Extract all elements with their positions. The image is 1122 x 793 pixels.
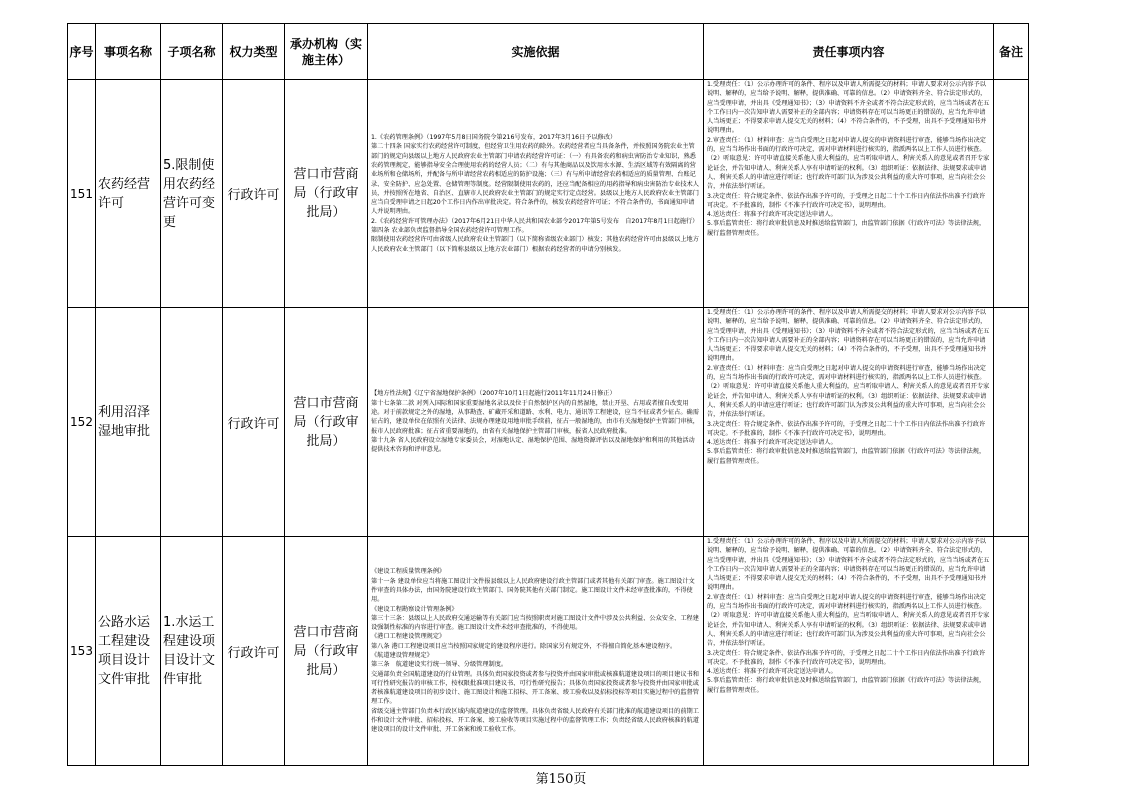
- row-power-type: 行政许可: [223, 537, 285, 766]
- permission-table: [67, 23, 1029, 766]
- row-remark: [994, 80, 1029, 308]
- basis-paragraph: 第十九条 省人民政府设立湿地专家委员会，对湿地认定、湿地保护范围、湿地资源评估以及湿地保护和利用的其他活动提供技术咨询和评审意见。: [371, 436, 695, 454]
- row-no: 152: [68, 308, 96, 537]
- header-duty: 责任事项内容: [704, 24, 994, 80]
- basis-paragraph: 第十七条第二款 对列入国际和国家重要湿地名录以及位于自然保护区内的自然湿地，禁止开垦、占用或者擅自改变用途。对于前款规定之外的湿地，从事勘查、矿藏开采和道路、水利、电力、通讯等工程建设，应当不征或者少征占。确需征占的，建设单位在依照有关法律、法规办理建设用地审批手续前，征占一般湿地的，由市有关湿地保护主管部门审核，报市人民政府批准；征占省重要湿地的，由省有关湿地保护主管部门审核，报省人民政府批准。: [371, 399, 699, 435]
- duty-paragraph: 4.送达责任：将准予行政许可决定送达申请人。: [707, 211, 837, 219]
- duty-paragraph: 4.送达责任：将准予行政许可决定送达申请人。: [707, 668, 837, 676]
- row-basis: [368, 537, 704, 766]
- duty-paragraph: 5.事后监管责任：将行政审批信息及时推送给监管部门，由监管部门依据《行政许可法》等法律法规，履行监督管理责任。: [707, 220, 986, 237]
- header-no: 序号: [68, 24, 96, 80]
- basis-paragraph: 省级交通主管部门负责本行政区域内航道建设的监督管理。具体负责省级人民政府有关部门批准的航道建设项目的前期工作和设计文件审批、招标投标、开工备案、竣工验收等项目实施过程中的监督管理工作；负责经省级人民政府核准的航道建设项目的设计文件审批、开工备案和竣工验收工作。: [371, 707, 699, 734]
- row-no: 153: [68, 537, 96, 766]
- duty-paragraph: 3.决定责任：符合规定条件、依法作出准予许可的，于受理之日起二十个工作日内依法作出准予行政许可决定。不予批准的，制作《不准予行政许可决定书》，说明理由。: [707, 420, 986, 437]
- row-org: 营口市营商局（行政审批局）: [285, 537, 368, 766]
- header-subitem-name: 子项名称: [161, 24, 223, 80]
- header-remark: 备注: [994, 24, 1029, 80]
- row-remark: [994, 537, 1029, 766]
- basis-paragraph: 第八条 港口工程建设项目应当按照国家规定的建设程序进行。除国家另有规定外，不得擅自简化基本建设程序。: [371, 642, 677, 650]
- basis-paragraph: 第二十四条 国家实行农药经营许可制度，但经营卫生用农药的除外。农药经营者应当具备条件，并按照国务院农业主管部门的规定向县级以上地方人民政府农业主管部门申请农药经营许可证：（一）有具备农药和病虫害防治专业知识，熟悉农药管理规定，能够指导安全合理使用农药的经营人员；（二）有与其他商品以及饮用水水源、生活区域等有效隔离的营业场所和仓储场所，并配备与所申请经营农药相适应的防护设施；（三）有与所申请经营农药相适应的质量管理、台账记录、安全防护、应急处置、仓储管理等制度。经营限制使用农药的，还应当配备相应的用药指导和病虫害防治专业技术人员，并按照所在地省、自治区、直辖市人民政府农业主管部门的规定实行定点经营。县级以上地方人民政府农业主管部门应当自受理申请之日起20个工作日内作出审批决定。符合条件的，核发农药经营许可证；不符合条件的，书面通知申请人并说明理由。: [371, 143, 699, 216]
- row-no: 151: [68, 80, 96, 308]
- duty-paragraph: 5.事后监管责任：将行政审批信息及时推送给监管部门，由监管部门依据《行政许可法》等法律法规，履行监督管理责任。: [707, 448, 986, 465]
- row-basis: [368, 80, 704, 308]
- duty-paragraph: 1.受理责任：（1）公示办理许可的条件、程序以及申请人所需提交的材料；申请人要求对公示内容予以说明、解释的，应当给予说明、解释，提供准确、可靠的信息。（2）申请资料齐全、符合法定形式的，应当受理申请，并出具《受理通知书》；（3）申请资料不齐全或者不符合法定形式的，应当当场或者在五个工作日内一次告知申请人需要补正的全部内容；申请资料存在可以当场更正的错误的，应当允许申请人当场更正；不得要求申请人提交无关的材料；（4）不符合条件的，不予受理，出具不予受理通知书并说明理由。: [707, 81, 990, 135]
- table-row: [68, 537, 1029, 766]
- row-item-name: 农药经营许可: [96, 80, 161, 308]
- table-row: [68, 80, 1029, 308]
- row-basis: [368, 308, 704, 537]
- page-number: 第150页: [535, 772, 587, 787]
- row-remark: [994, 308, 1029, 537]
- basis-paragraph: 《建设工程质量管理条例》: [371, 568, 446, 576]
- basis-paragraph: 《港口工程建设管理规定》: [371, 633, 446, 641]
- duty-paragraph: 2.审查责任：（1）材料审查：应当自受理之日起对申请人提交的申请资料进行审查，能够当场作出决定的，应当当场作出书面的行政许可决定，需对申请材料进行核实的，指派两名以上工作人员进行核查。（2）听取意见：许可申请直接关系他人重大利益的，应当听取申请人、利害关系人的意见或者召开专家论证会，并告知申请人、利害关系人享有申请听证的权利。（3）组织听证：依据法律、法规要求或申请人、利害关系人的申请应进行听证；也行政许可部门认为涉及公共利益的重大许可事项，应当向社会公告，并依法举行听证。: [707, 593, 990, 648]
- row-subitem-name: 5.限制使用农药经营许可变更: [161, 80, 223, 308]
- header-item-name: 事项名称: [96, 24, 161, 80]
- row-subitem-name: 1.水运工程建设项目设计文件审批: [161, 537, 223, 766]
- basis-paragraph: 第三十三条：县级以上人民政府交通运输等有关部门应当按照职责对施工图设计文件中涉及公共利益、公众安全、工程建设强制性标准的内容进行审查。施工图设计文件未经审查批准的，不得使用。: [371, 614, 699, 632]
- row-power-type: 行政许可: [223, 80, 285, 308]
- duty-paragraph: 2.审查责任：（1）材料审查：应当自受理之日起对申请人提交的申请资料进行审查，能够当场作出决定的，应当当场作出书面的行政许可决定，需对申请材料进行核实的，指派两名以上工作人员进行核查。（2）听取意见：许可申请直接关系他人重大利益的，应当听取申请人、利害关系人的意见或者召开专家论证会，并告知申请人、利害关系人享有申请听证的权利。（3）组织听证：依据法律、法规要求或申请人、利害关系人的申请应进行听证；也行政许可部门认为涉及公共利益的重大许可事项，应当向社会公告，并依法举行听证。: [707, 136, 990, 191]
- duty-paragraph: 2.审查责任：（1）材料审查：应当自受理之日起对申请人提交的申请资料进行审查，能够当场作出决定的，应当当场作出书面的行政许可决定，需对申请材料进行核实的，指派两名以上工作人员进行核查。（2）听取意见：许可申请直接关系他人重大利益的，应当听取申请人、利害关系人的意见或者召开专家论证会，并告知申请人、利害关系人享有申请听证的权利。（3）组织听证：依据法律、法规要求或申请人、利害关系人的申请应进行听证；也行政许可部门认为涉及公共利益的重大许可事项，应当向社会公告，并依法举行听证。: [707, 364, 990, 419]
- basis-paragraph: 2.《农药经营许可管理办法》（2017年6月21日中华人民共和国农业部令2017年第5号发布 自2017年8月1日起施行）: [371, 217, 699, 225]
- row-duty: [704, 308, 994, 537]
- row-org: 营口市营商局（行政审批局）: [285, 80, 368, 308]
- header-basis: 实施依据: [368, 24, 704, 80]
- header-org: 承办机构（实施主体）: [285, 24, 368, 80]
- row-item-name: 公路水运工程建设项目设计文件审批: [96, 537, 161, 766]
- basis-paragraph: 《建设工程勘察设计管理条例》: [371, 605, 458, 613]
- row-duty: [704, 80, 994, 308]
- header-power-type: 权力类型: [223, 24, 285, 80]
- basis-paragraph: 1.《农药管理条例》（1997年5月8日国务院令第216号发布，2017年3月16日予以修改）: [371, 134, 617, 142]
- row-item-name: 利用沼泽湿地审批: [96, 308, 161, 537]
- row-subitem-name: [161, 308, 223, 537]
- row-org: 营口市营商局（行政审批局）: [285, 308, 368, 537]
- basis-paragraph: 《航道建设管理规定》: [371, 652, 433, 659]
- duty-paragraph: 1.受理责任：（1）公示办理许可的条件、程序以及申请人所需提交的材料；申请人要求对公示内容予以说明、解释的，应当给予说明、解释，提供准确、可靠的信息。（2）申请资料齐全、符合法定形式的，应当受理申请，并出具《受理通知书》；（3）申请资料不齐全或者不符合法定形式的，应当当场或者在五个工作日内一次告知申请人需要补正的全部内容；申请资料存在可以当场更正的错误的，应当允许申请人当场更正；不得要求申请人提交无关的材料；（4）不符合条件的，不予受理，出具不予受理通知书并说明理由。: [707, 309, 990, 363]
- duty-paragraph: 3.决定责任：符合规定条件、依法作出准予许可的，于受理之日起二十个工作日内依法作出准予行政许可决定。不予批准的，制作《不准予行政许可决定书》，说明理由。: [707, 649, 986, 666]
- duty-paragraph: 5.事后监管责任：将行政审批信息及时推送给监管部门，由监管部门依据《行政许可法》等法律法规，履行监督管理责任。: [707, 677, 986, 694]
- basis-paragraph: 限制使用农药经营许可由省级人民政府农业主管部门（以下简称省级农业部门）核发；其他农药经营许可由县级以上地方人民政府农业主管部门（以下简称县级以上地方农业部门）根据农药经营者的申请分别核发。: [371, 236, 699, 253]
- duty-paragraph: 4.送达责任：将准予行政许可决定送达申请人。: [707, 439, 837, 447]
- duty-paragraph: 3.决定责任：符合规定条件、依法作出准予许可的，于受理之日起二十个工作日内依法作出准予行政许可决定。不予批准的，制作《不准予行政许可决定书》，说明理由。: [707, 192, 986, 209]
- duty-paragraph: 1.受理责任：（1）公示办理许可的条件、程序以及申请人所需提交的材料；申请人要求对公示内容予以说明、解释的，应当给予说明、解释，提供准确、可靠的信息。（2）申请资料齐全、符合法定形式的，应当受理申请，并出具《受理通知书》；（3）申请资料不齐全或者不符合法定形式的，应当当场或者在五个工作日内一次告知申请人需要补正的全部内容；申请资料存在可以当场更正的错误的，应当允许申请人当场更正；不得要求申请人提交无关的材料；（4）不符合条件的，不予受理，出具不予受理通知书并说明理由。: [707, 538, 990, 592]
- table-row: [68, 308, 1029, 537]
- table-header-row: [68, 24, 1029, 80]
- row-duty: [704, 537, 994, 766]
- basis-paragraph: 【地方性法规】《辽宁省湿地保护条例》（2007年10月1日起施行2011年11月24日修正）: [371, 390, 616, 398]
- basis-paragraph: 交通部负责全国航道建设的行业管理。具体负责国家投资或者参与投资并由国家审批或核准航道建设项目的项目建议书和可行性研究报告的审核工作，按权限批准项目建议书、可行性研究报告；具体负责国家投资或者参与投资并由国家审批或者核准航道建设项目的初步设计、施工图设计和施工招标、开工备案、竣工验收以及招标投标等项目实施过程中的监督管理工作。: [371, 670, 699, 706]
- basis-paragraph: 第四条 农业部负责监督指导全国农药经营许可管理工作。: [371, 227, 528, 235]
- row-power-type: 行政许可: [223, 308, 285, 537]
- basis-paragraph: 第十一条 建设单位应当将施工图设计文件报县级以上人民政府建设行政主管部门或者其他有关部门审查。施工图设计文件审查的具体办法，由国务院建设行政主管部门、国务院其他有关部门制定。施工图设计文件未经审查批准的，不得使用。: [371, 577, 695, 604]
- basis-paragraph: 第三条 航道建设实行统一领导、分级管理制度。: [371, 661, 508, 669]
